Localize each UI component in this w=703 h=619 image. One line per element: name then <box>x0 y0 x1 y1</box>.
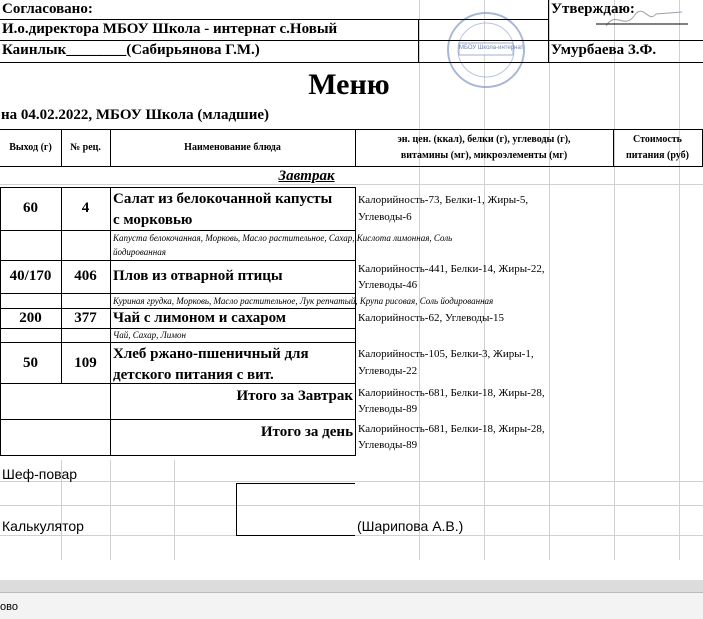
dish-nutrition: Углеводы-22 <box>358 365 418 377</box>
grid-line <box>110 460 111 560</box>
dish-name: Хлеб ржано-пшеничный для <box>113 346 309 362</box>
grid-line <box>0 481 703 482</box>
border <box>0 342 356 343</box>
col-recipe: № рец. <box>70 142 101 153</box>
dish-name: Плов из отварной птицы <box>113 268 283 284</box>
grid-line <box>0 505 703 506</box>
total-nutrition: Калорийность-681, Белки-18, Жиры-28, <box>358 423 545 435</box>
dish-nutrition: Углеводы-46 <box>358 279 418 291</box>
dish-yield: 50 <box>23 355 38 371</box>
agreed-line-1: И.о.директора МБОУ Школа - интернат с.Новый <box>2 21 338 37</box>
signature-line <box>236 535 355 536</box>
signature-line <box>236 483 355 484</box>
dish-name: с морковью <box>113 212 193 228</box>
col-cost-1: Стоимость <box>633 134 682 145</box>
meal-title: Завтрак <box>278 168 335 184</box>
approve-label: Утверждаю: <box>551 1 635 17</box>
dish-nutrition: Калорийность-441, Белки-14, Жиры-22, <box>358 263 545 275</box>
border <box>0 166 703 167</box>
dish-ingredients: Куриная грудка, Морковь, Масло растительное, Лук репчатый, Крупа рисовая, Соль йодированная <box>113 296 494 306</box>
col-yield: Выход (г) <box>9 142 52 153</box>
sheet-tab-bar <box>0 592 703 619</box>
total-nutrition: Углеводы-89 <box>358 439 418 451</box>
dish-name: детского питания с вит. <box>113 367 274 383</box>
agreed-label: Согласовано: <box>2 1 93 17</box>
dish-ingredients: йодированная <box>113 247 166 257</box>
dish-name: Салат из белокочанной капусты <box>113 191 333 207</box>
border <box>0 187 356 188</box>
col-nutrition-1: эн. цен. (ккал), белки (г), углеводы (г), <box>397 134 571 145</box>
sheet-tab[interactable]: ово <box>0 601 18 613</box>
chef-label: Шеф-повар <box>2 466 78 482</box>
dish-nutrition: Калорийность-62, Углеводы-15 <box>358 312 505 324</box>
col-nutrition-2: витамины (мг), микроэлементы (мг) <box>400 150 568 161</box>
dish-yield: 200 <box>19 310 42 326</box>
grid-line <box>174 460 175 560</box>
dish-nutrition: Углеводы-6 <box>358 211 412 223</box>
page-title: Меню <box>308 68 390 101</box>
col-dish-name: Наименование блюда <box>184 142 281 153</box>
dish-recipe: 4 <box>81 200 90 216</box>
border <box>418 19 419 62</box>
border <box>0 419 356 420</box>
border <box>0 260 356 261</box>
total-nutrition: Калорийность-681, Белки-18, Жиры-28, <box>358 387 545 399</box>
calculator-name: (Шарипова А.В.) <box>357 518 464 534</box>
border <box>110 187 111 455</box>
dish-recipe: 109 <box>74 355 97 371</box>
dish-ingredients: Капуста белокочанная, Морковь, Масло растительное, Сахар, Кислота лимонная, Соль <box>113 233 453 243</box>
border <box>0 62 703 63</box>
border <box>355 187 356 455</box>
col-cost-2: питания (руб) <box>626 150 689 161</box>
border <box>236 483 237 535</box>
dish-nutrition: Калорийность-105, Белки-3, Жиры-1, <box>358 348 534 360</box>
border <box>0 19 548 20</box>
border <box>0 129 703 130</box>
dish-name: Чай с лимоном и сахаром <box>113 310 287 326</box>
border <box>548 0 549 62</box>
agreed-line-2: Каинлык________(Сабирьянова Г.М.) <box>2 42 260 58</box>
subtitle: на 04.02.2022, МБОУ Школа (младшие) <box>1 107 270 123</box>
horizontal-scrollbar[interactable] <box>0 580 703 592</box>
approver-name: Умурбаева З.Ф. <box>551 42 657 58</box>
dish-nutrition: Калорийность-73, Белки-1, Жиры-5, <box>358 194 529 206</box>
calculator-label: Калькулятор <box>2 518 84 534</box>
dish-ingredients: Чай, Сахар, Лимон <box>113 330 186 340</box>
dish-recipe: 377 <box>74 310 97 326</box>
total-label: Итого за день <box>260 424 353 440</box>
total-nutrition: Углеводы-89 <box>358 403 418 415</box>
border <box>0 40 703 41</box>
stamp-text: МБОУ Школа-интернат <box>459 45 524 51</box>
dish-yield: 60 <box>23 200 38 216</box>
total-label: Итого за Завтрак <box>236 388 353 404</box>
border <box>0 455 356 456</box>
signature <box>596 2 691 38</box>
dish-yield: 40/170 <box>9 268 52 284</box>
dish-recipe: 406 <box>74 268 97 284</box>
